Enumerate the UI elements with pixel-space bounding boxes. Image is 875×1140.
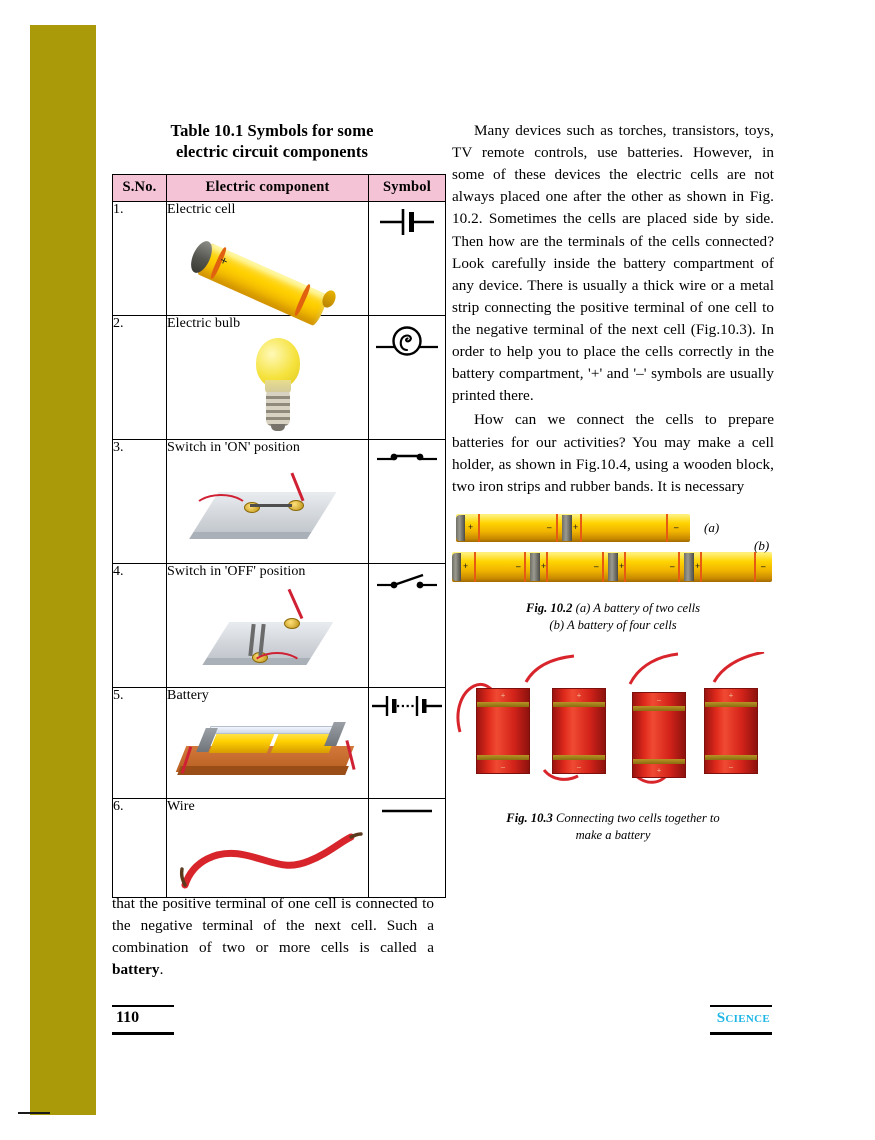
row-component: [167, 688, 369, 799]
figure-10-3-caption-line-2: make a battery: [575, 827, 651, 842]
row-component-label: Battery: [167, 688, 209, 704]
figure-10-2-part-b-label: (b): [754, 537, 770, 553]
cell-symbol: [376, 202, 438, 242]
table-row: [113, 316, 446, 440]
table-header-component: Electric component: [167, 175, 369, 202]
figure-10-3: [452, 652, 774, 844]
paragraph-battery-definition: [112, 893, 434, 981]
row-component: [167, 202, 369, 316]
footer-rule-bottom: [710, 1032, 772, 1035]
cell-illustration: + –: [704, 688, 758, 774]
table-header-sno: S.No.: [113, 175, 167, 202]
row-sno: 6.: [113, 799, 167, 898]
table-caption-line-1: Table 10.1 Symbols for some: [170, 121, 374, 140]
row-sno: 4.: [113, 564, 167, 688]
wire-symbol: [376, 799, 438, 823]
switch-off-photo: [178, 582, 358, 687]
row-symbol: [369, 688, 446, 799]
row-component: [167, 799, 369, 898]
row-symbol: [369, 202, 446, 316]
page-number: 110: [116, 1009, 140, 1026]
paragraph-cell-holder: How can we connect the cells to prepare batteries for our activities? You may make a cell holder, as shown in Fig.10.4, using a wooden block, two iron strips and rubber bands. It is necessary: [452, 411, 774, 495]
row-sno: 3.: [113, 440, 167, 564]
figure-10-2: + – + – (a) + – + – + – + – (b) Fig. 10.2 (a) A battery of two cells (b) A battery of four cells: [452, 510, 774, 634]
footer-brand-initial: S: [716, 1010, 726, 1026]
bold-term-battery: battery: [112, 961, 160, 979]
footer-brand-block: [710, 1005, 772, 1035]
row-component: [167, 440, 369, 564]
row-component-label: Switch in 'OFF' position: [167, 564, 306, 580]
page-side-band: [30, 25, 96, 1115]
table-row: [113, 799, 446, 898]
figure-10-2-caption-line-2: (b) A battery of four cells: [549, 617, 677, 632]
footer-rule-bottom: [112, 1032, 174, 1035]
row-sno: 1.: [113, 202, 167, 316]
paragraph-battery-definition-text: that the positive terminal of one cell is connected to the negative terminal of the next cell. Such a combination of two or more cells is called a: [112, 895, 434, 957]
battery-symbol: [370, 688, 444, 724]
row-symbol: [369, 799, 446, 898]
figure-10-3-caption: [452, 810, 774, 844]
right-column: [452, 120, 774, 844]
left-column: [112, 120, 432, 898]
switch-open-symbol: [375, 564, 439, 596]
table-row: [113, 202, 446, 316]
cell-illustration: – +: [632, 692, 686, 778]
wire-photo: [173, 817, 363, 897]
symbols-table: [112, 174, 446, 898]
row-symbol: [369, 316, 446, 440]
cell-illustration: + –: [552, 688, 606, 774]
row-component: [167, 316, 369, 440]
switch-closed-symbol: [375, 440, 439, 472]
row-component-label: Electric cell: [167, 202, 236, 218]
table-caption: [112, 120, 432, 162]
row-sno: 5.: [113, 688, 167, 799]
figure-10-2-caption: [452, 600, 774, 634]
table-row: [113, 688, 446, 799]
bottom-left-column: [112, 893, 434, 981]
table-header-row: [113, 175, 446, 202]
row-symbol: [369, 564, 446, 688]
table-caption-line-2: electric circuit components: [175, 142, 369, 162]
battery-holder-photo: [173, 706, 363, 798]
electric-cell-photo: +: [183, 220, 353, 315]
bulb-symbol: [374, 316, 440, 362]
figure-10-3-caption-line-1: Connecting two cells together to: [556, 810, 720, 825]
row-component-label: Switch in 'ON' position: [167, 440, 300, 456]
figure-10-3-label: Fig. 10.3: [506, 810, 553, 825]
table-row: [113, 564, 446, 688]
switch-on-photo: [178, 458, 358, 563]
footer-brand-rest: CIENCE: [725, 1013, 770, 1025]
figure-10-2-caption-line-1: (a) A battery of two cells: [575, 600, 701, 615]
footer-brand: [710, 1007, 772, 1030]
spine-foot-rule: [18, 1112, 50, 1114]
cell-illustration: + –: [476, 688, 530, 774]
figure-10-2-label: Fig. 10.2: [525, 600, 573, 615]
electric-bulb-photo: [183, 334, 353, 439]
row-component-label: Electric bulb: [167, 316, 241, 332]
footer-page-number-block: [112, 1005, 174, 1035]
figure-10-2-part-a-label: (a): [704, 519, 720, 535]
table-row: [113, 440, 446, 564]
table-header-symbol: Symbol: [369, 175, 446, 202]
paragraph-devices-batteries: Many devices such as torches, transistors, toys, TV remote controls, use batteries. However, in some of these devices the electric cells are not always placed one after the other as shown in Fig. 10.2. Sometimes the cells are placed side by side. Then how are the terminals of the cells connected? Look carefully inside the battery compartment of any device. There is usually a thick wire or a metal strip connecting the positive terminal of one cell to the negative terminal of the next cell (Fig.10.3). In order to help you to place the cells correctly in the battery compartment, '+' and '–' symbols are usually printed there.: [452, 122, 774, 405]
row-component: [167, 564, 369, 688]
paragraph-battery-definition-period: .: [159, 961, 164, 979]
row-symbol: [369, 440, 446, 564]
row-sno: 2.: [113, 316, 167, 440]
row-component-label: Wire: [167, 799, 195, 815]
